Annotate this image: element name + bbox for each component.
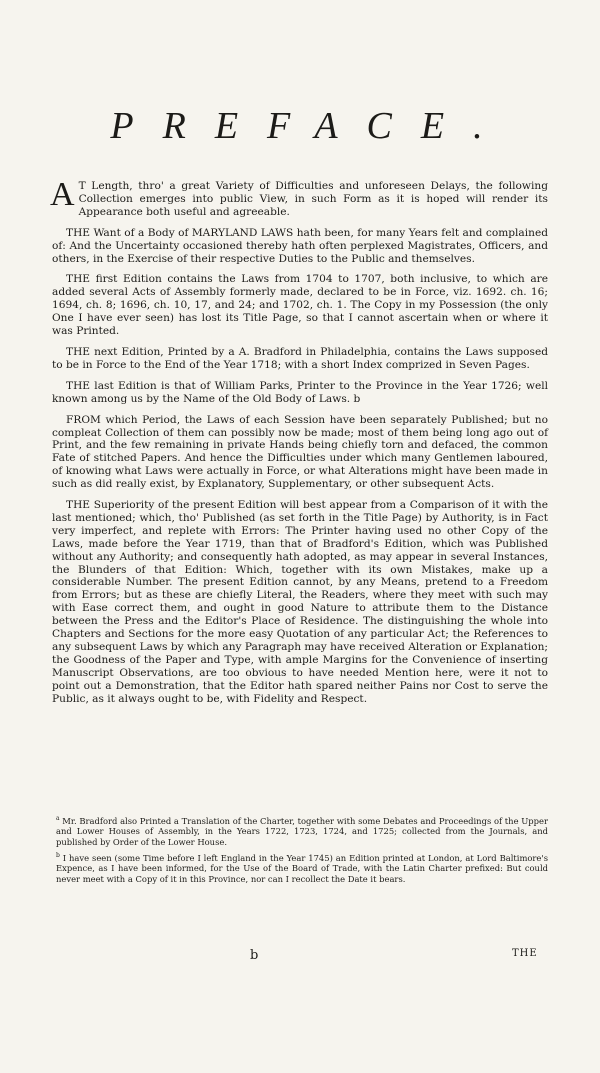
footnote-b-mark: b — [56, 851, 60, 859]
drop-cap-initial: A — [50, 176, 75, 213]
paragraph-4: THE next Edition, Printed by a A. Bradford in Philadelphia, contains the Laws supposed to be in Force to the End of the Year 1718; with a short Index comprized in Seven Pages. — [52, 345, 548, 371]
preface-body — [50, 176, 548, 714]
paragraph-1 — [50, 176, 548, 219]
page-title: PREFACE. — [110, 105, 512, 147]
paragraph-3: THE first Edition contains the Laws from 1704 to 1707, both inclusive, to which are added several Acts of Assembly formerly made, declared to be in Force, viz. 1692. ch. 16; 1694, ch. 8; 1696, ch. 10, 17, and 24; and 1702, ch. 1. The Copy in my Possession (the only One I have ever seen) has lost its Title Page, so that I cannot ascertain when or where it was Printed. — [52, 273, 548, 338]
paragraph-2: THE Want of a Body of MARYLAND LAWS hath been, for many Years felt and complained of: And the Uncertainty occasioned thereby hath often perplexed Magistrates, Officers, and others, in the Exercise of their respective Duties to the Public and themselves. — [52, 226, 548, 265]
footnotes — [56, 814, 548, 887]
paragraph-5: THE last Edition is that of William Parks, Printer to the Province in the Year 1726; well known among us by the Name of the Old Body of Laws. b — [52, 379, 548, 405]
paragraph-7: THE Superiority of the present Edition will best appear from a Comparison of it with the last mentioned; which, tho' Published (as set forth in the Title Page) by Authority, is in Fact very imperfect, and replete with Errors: The Printer having used no other Copy of the Laws, made before the Year 1719, than that of Bradford's Edition, which was Published without any Authority; and consequently hath adopted, as may appear in several Instances, the Blunders of that Edition: Which, together with its own Mistakes, make up a considerable Number. The present Edition cannot, by any Means, pretend to a Freedom from Errors; but as these are chiefly Literal, the Readers, where they meet with such may with Ease correct them, and ought in good Nature to attribute them to the Distance between the Press and the Editor's Place of Residence. The distinguishing the whole into Chapters and Sections for the more easy Quotation of any particular Act; the References to any subsequent Laws by which any Paragraph may have received Alteration or Explanation; the Goodness of the Paper and Type, with ample Margins for the Convenience of inserting Manuscript Observations, are too obvious to have needed Mention here, were it not to point out a Demonstration, that the Editor hath spared neither Pains nor Cost to serve the Public, as it always ought to be, with Fidelity and Respect. — [52, 499, 548, 705]
paragraph-1-text: T Length, thro' a great Variety of Difficulties and unforeseen Delays, the following Collection emerges into public View, in such Form as it is hoped will render its Appearance both useful and agreeable. — [78, 180, 548, 218]
footnote-a-mark: a — [56, 815, 60, 822]
footnote-a-text: Mr. Bradford also Printed a Translation of the Charter, together with some Debates and Proceedings of the Upper and Lower Houses of Assembly, in the Years 1722, 1723, 1724, and 1725; collected from the Journals, and published by Order of the Lower House. — [56, 815, 548, 847]
footnote-b — [56, 851, 548, 885]
paragraph-6: FROM which Period, the Laws of each Session have been separately Published; but no compleat Collection of them can possibly now be made; most of them being long ago out of Print, and the few remaining in private Hands being chiefly torn and defaced, the common Fate of stitched Papers. And hence the Difficulties under which many Gentlemen laboured, of knowing what Laws were actually in Force, or what Alterations might have been made in such as did really exist, by Explanatory, Supplementary, or other subsequent Acts. — [52, 413, 548, 491]
catchword: THE — [512, 948, 538, 959]
footnote-a — [56, 814, 548, 848]
signature-mark: b — [250, 948, 259, 963]
footnote-b-text: I have seen (some Time before I left England in the Year 1745) an Edition printed at London, at Lord Baltimore's Expence, as I have been informed, for the Use of the Board of Trade, with the Latin Charter prefixed: But could never meet with a Copy of it in this Province, nor can I recollect the Date it bears. — [56, 852, 548, 884]
